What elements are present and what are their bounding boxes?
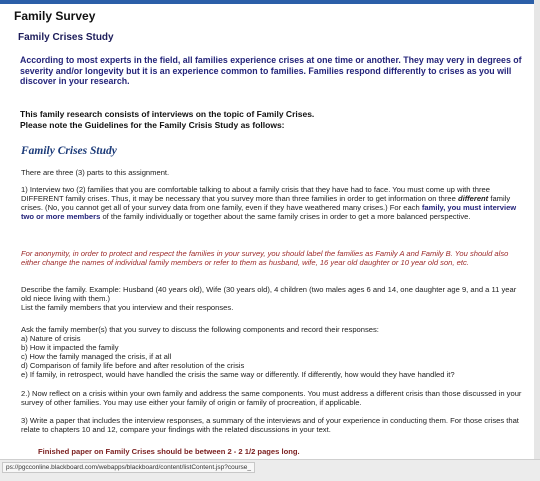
part1-text-b: family crises. (No, you cannot get all of your survey data from one family, even if they have weathered many crises.) For each — [21, 194, 511, 212]
describe-family-paragraph: Describe the family. Example: Husband (40 years old), Wife (30 years old), 4 children (two males ages 6 and 14, one daughter age 9, and a 11 year old niece living with them.) — [21, 285, 517, 303]
page-subtitle: Family Crises Study — [18, 32, 114, 43]
component-item-c: c) How the family managed the crisis, if at all — [21, 352, 172, 361]
component-item-a: a) Nature of crisis — [21, 334, 81, 343]
guidelines-intro-line2: Please note the Guidelines for the Family Crisis Study as follows: — [20, 119, 285, 130]
browser-status-bar — [0, 459, 540, 481]
page-title: Family Survey — [14, 9, 96, 23]
part1-paragraph — [21, 185, 526, 221]
guidelines-intro — [20, 109, 525, 130]
components-paragraph — [21, 325, 526, 379]
top-accent-bar — [0, 0, 540, 4]
window-edge — [534, 0, 540, 480]
component-item-b: b) How it impacted the family — [21, 343, 119, 352]
part3-paragraph: 3) Write a paper that includes the interview responses, a summary of the interviews and of your experience in conducting them. For those crises that relate to chapters 10 and 12, compare your findings with the related discussions in your text. — [21, 416, 519, 434]
guidelines-intro-line1: This family research consists of interviews on the topic of Family Crises. — [20, 109, 315, 119]
part1-text-c: of the family individually or together about the same family crises in order to get a more balanced perspective. — [100, 212, 471, 221]
part2-paragraph: 2.) Now reflect on a crisis within your own family and address the same components. You must address a different crisis than those discussed in your survey of other families. You may use either your family of origin or family of procreation, if applicable. — [21, 389, 522, 407]
component-item-d: d) Comparison of family life before and after resolution of the crisis — [21, 361, 245, 370]
ask-line: Ask the family member(s) that you survey to discuss the following components and record their responses: — [21, 325, 379, 334]
anonymity-paragraph: For anonymity, in order to protect and respect the families in your survey, you should label the families as Family A and Family B. You should also either change the names of individual family members or refer to them as husband, wife, 16 year old daughter or 10 year old son, etc. — [21, 249, 509, 267]
component-item-e: e) If family, in retrospect, would have handled the crisis the same way or differently. If differently, how would they have handled it? — [21, 370, 455, 379]
intro-paragraph: According to most experts in the field, all families experience crises at one time or another. They may very in degrees of severity and/or longevity but it is an experience common to families. Families respond differently to crises as you will discover in your research. — [20, 55, 522, 86]
three-parts-line: There are three (3) parts to this assignment. — [21, 168, 170, 177]
part1-different: different — [457, 194, 489, 203]
part1-highlight: family, you must interview two or more members — [21, 203, 517, 221]
status-url: ps://pgcconline.blackboard.com/webapps/blackboard/content/listContent.jsp?course_ — [2, 462, 255, 473]
list-members-line: List the family members that you interview and their responses. — [21, 303, 234, 312]
part1-text-a: 1) Interview two (2) families that you are comfortable talking to about a family crisis that they have had to face. You must come up with three DIFFERENT family crises. Thus, it may be necessary that you survey more than three families in order to get information on three — [21, 185, 490, 203]
finished-paper-note: Finished paper on Family Crises should be between 2 - 2 1/2 pages long. — [38, 447, 300, 456]
section-heading: Family Crises Study — [21, 145, 117, 157]
